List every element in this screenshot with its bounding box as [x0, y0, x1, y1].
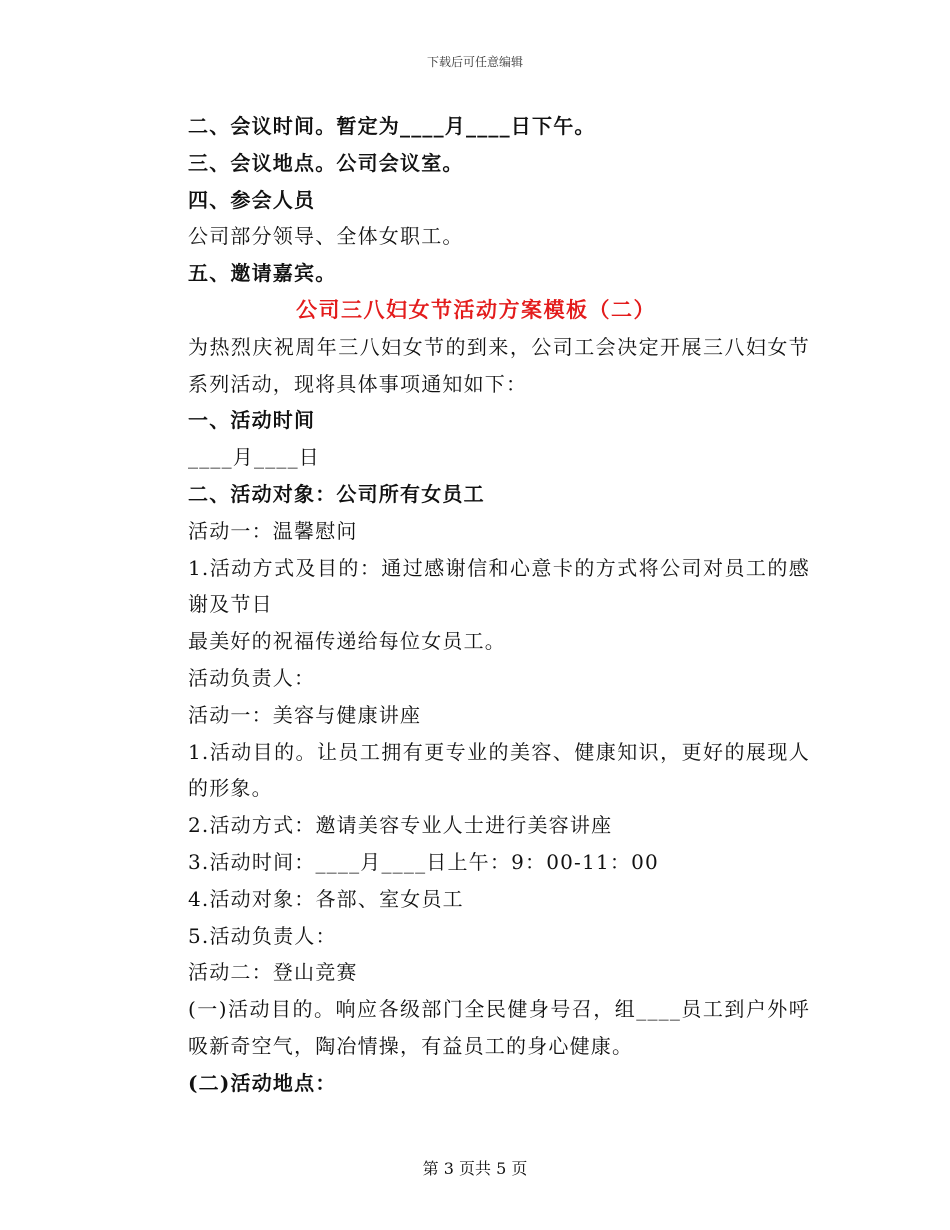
- page-footer: 第 3 页共 5 页: [422, 1159, 528, 1178]
- text-line: 活动一：温馨慰问: [188, 518, 358, 543]
- text-line: 二、会议时间。暂定为____月____日下午。: [188, 114, 596, 138]
- text-line: ____月____日: [188, 445, 320, 470]
- text-line: 最美好的祝福传递给每位女员工。: [188, 629, 506, 654]
- text-line: (二)活动地点：: [188, 1070, 337, 1095]
- text-paragraph: 为热烈庆祝周年三八妇女节的到来，公司工会决定开展三八妇女节系列活动，现将具体事项通知如下：: [188, 334, 810, 396]
- document-body: [142, 108, 810, 1102]
- text-line: 2.活动方式：邀请美容专业人士进行美容讲座: [188, 813, 613, 838]
- section-title: 公司三八妇女节活动方案模板（二）: [296, 296, 656, 322]
- text-line: 3.活动时间：____月____日上午：9：00-11：00: [188, 849, 659, 874]
- text-line: 活动二：登山竞赛: [188, 960, 358, 985]
- text-line: 活动一：美容与健康讲座: [188, 702, 422, 727]
- text-line: 活动负责人：: [188, 665, 316, 690]
- text-line: 5.活动负责人：: [188, 923, 337, 948]
- text-line: 4.活动对象：各部、室女员工: [188, 886, 464, 911]
- text-paragraph: 1.活动目的。让员工拥有更专业的美容、健康知识，更好的展现人的形象。: [188, 739, 810, 801]
- text-line: 五、邀请嘉宾。: [188, 261, 337, 286]
- text-paragraph: 1.活动方式及目的：通过感谢信和心意卡的方式将公司对员工的感谢及节日: [188, 555, 810, 617]
- text-line: 三、会议地点。公司会议室。: [188, 150, 464, 175]
- text-line: 二、活动对象：公司所有女员工: [188, 481, 485, 506]
- page-header: 下载后可任意编辑: [426, 55, 523, 69]
- text-line: 一、活动时间: [188, 408, 316, 433]
- text-line: 公司部分领导、全体女职工。: [188, 224, 464, 249]
- text-line: 四、参会人员: [188, 187, 316, 212]
- text-paragraph: (一)活动目的。响应各级部门全民健身号召，组____员工到户外呼吸新奇空气，陶冶情操，有益员工的身心健康。: [188, 997, 810, 1058]
